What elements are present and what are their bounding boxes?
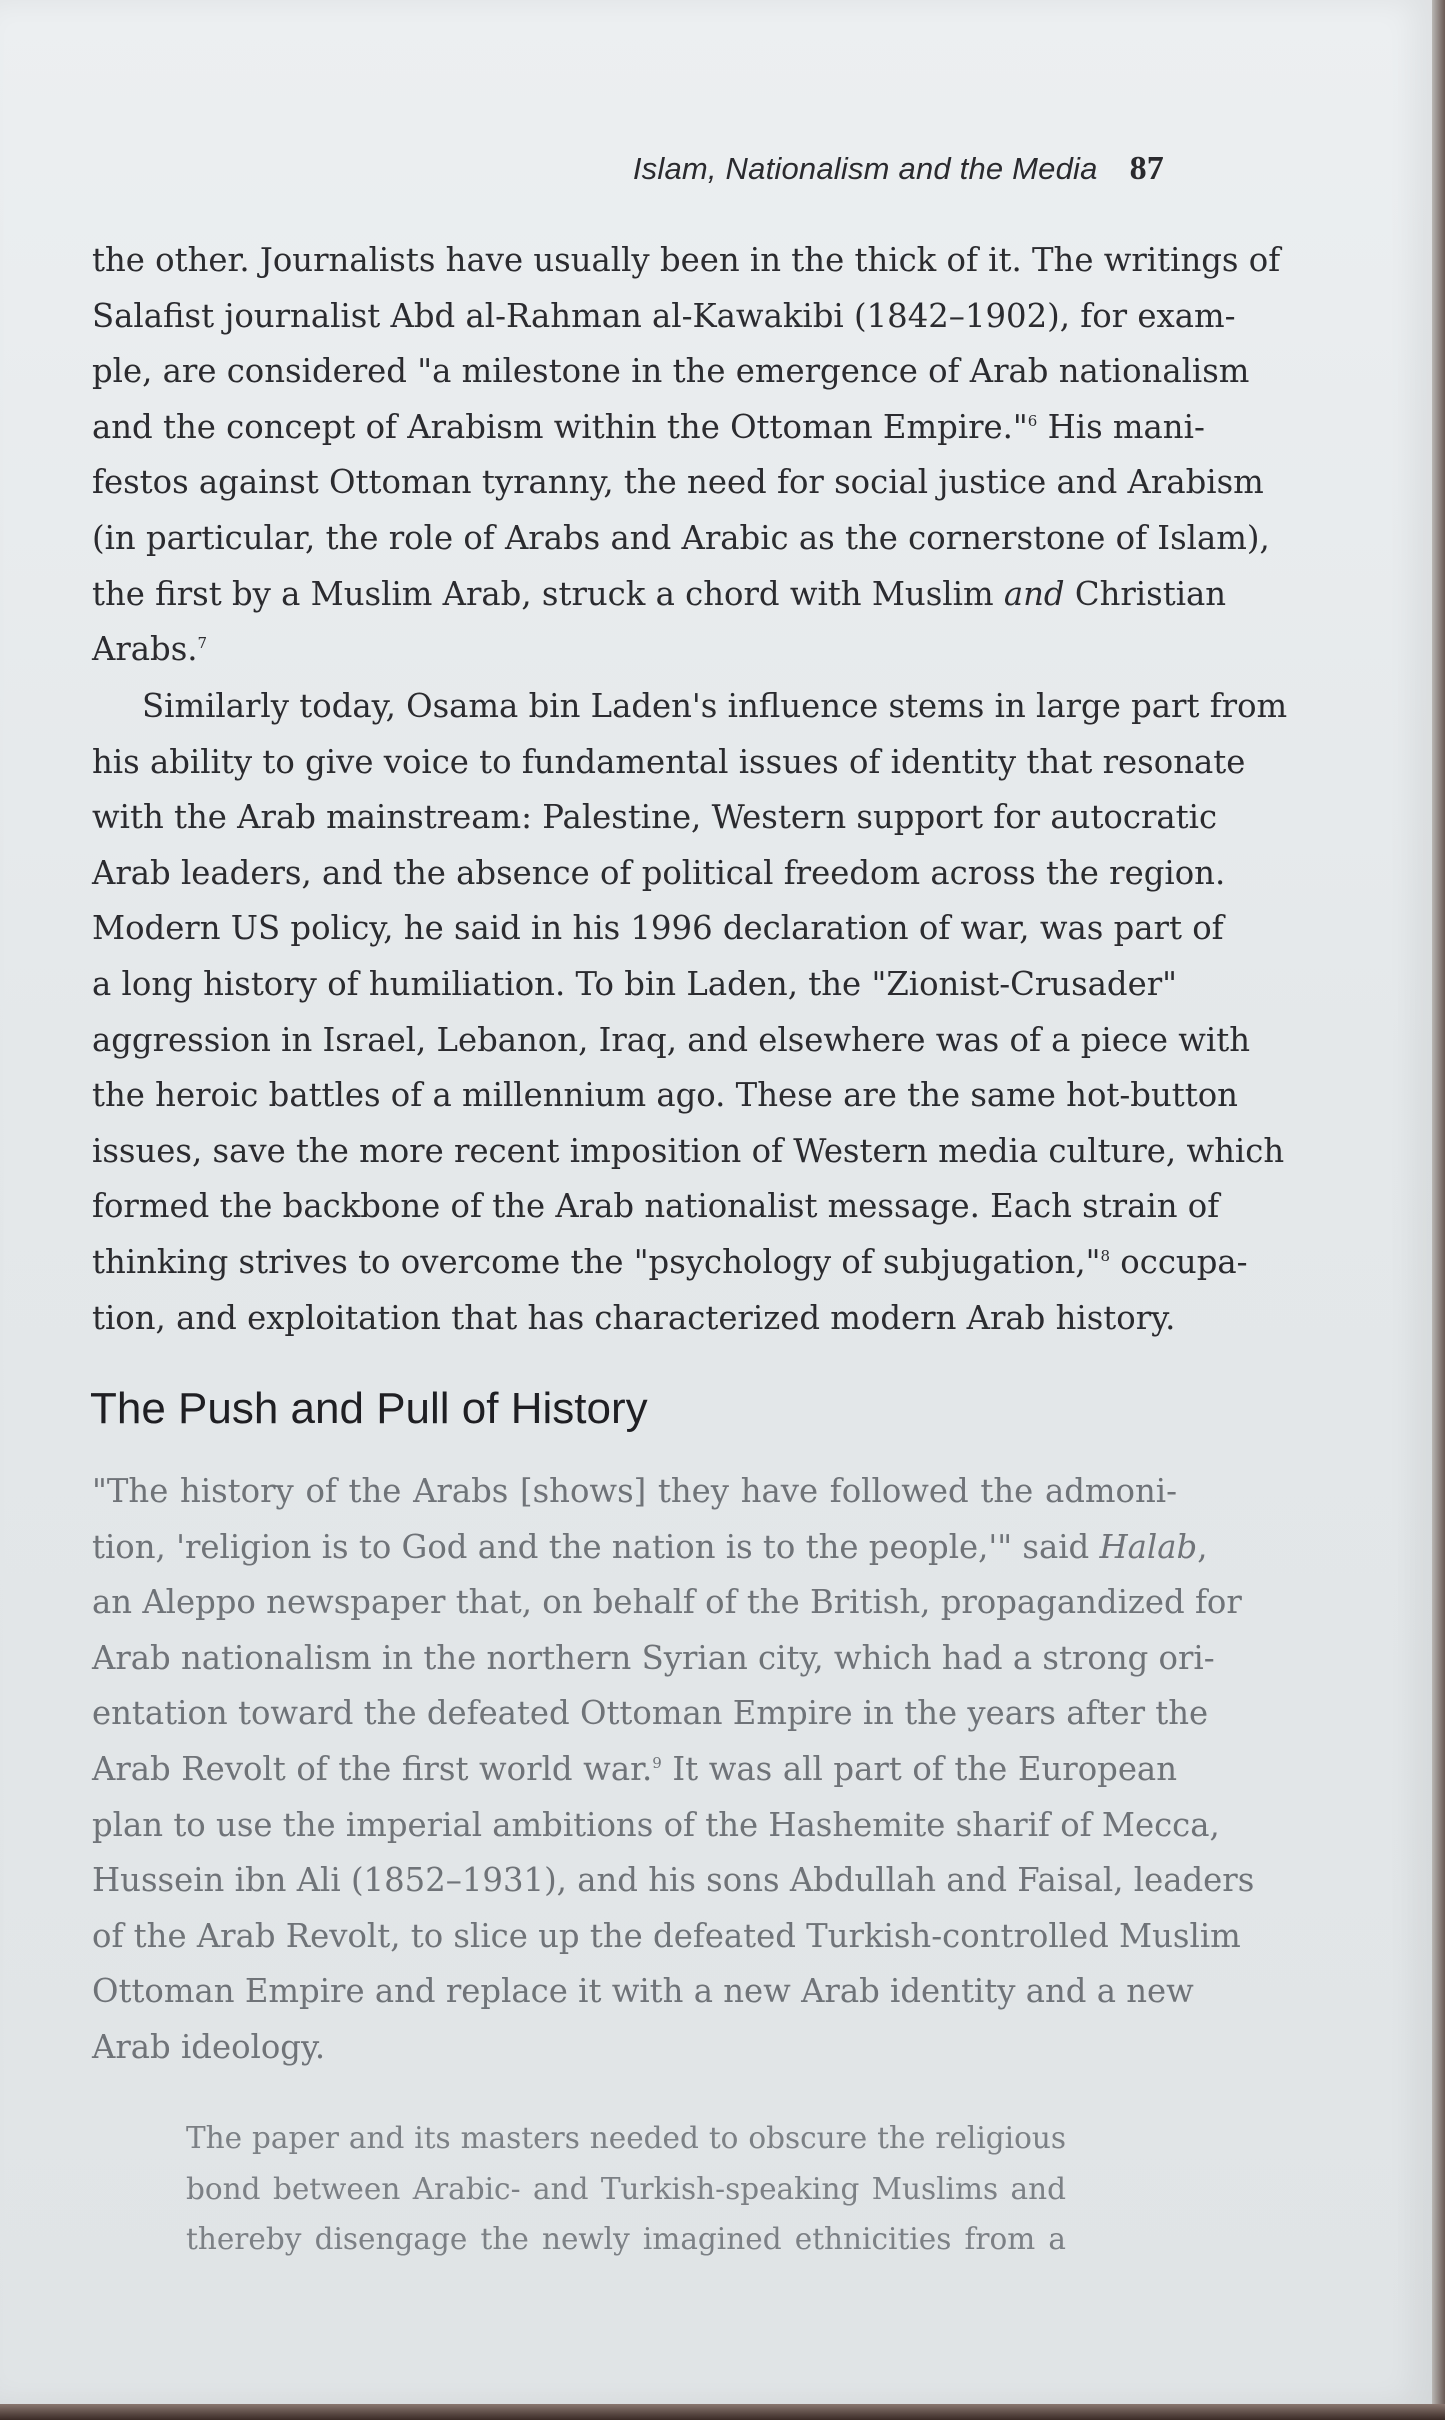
text-line: issues, save the more recent imposition of Western media culture, which: [92, 1131, 1285, 1170]
page-number: 87: [1129, 150, 1164, 187]
block-quote: [186, 2113, 1066, 2265]
text-line: Ottoman Empire and replace it with a new Arab identity and a new: [92, 1972, 1194, 2011]
text-segment: His mani-: [1037, 407, 1205, 446]
text-line: festos against Ottoman tyranny, the need for social justice and Arabism: [92, 463, 1264, 502]
text-line: aggression in Israel, Lebanon, Iraq, and elsewhere was of a piece with: [92, 1020, 1251, 1059]
text-line: of the Arab Revolt, to slice up the defeated Turkish-controlled Muslim: [92, 1916, 1241, 1955]
text-line: a long history of humiliation. To bin Laden, the "Zionist-Crusader": [92, 964, 1177, 1003]
paragraph-1: [92, 233, 1281, 678]
text-segment: the first by a Muslim Arab, struck a chord with Muslim: [92, 574, 1004, 613]
footnote-ref: 8: [1100, 1246, 1111, 1265]
footnote-ref: 6: [1027, 411, 1038, 430]
text-line: (in particular, the role of Arabs and Arabic as the cornerstone of Islam),: [92, 518, 1270, 557]
text-line: entation toward the defeated Ottoman Empire in the years after the: [92, 1694, 1209, 1733]
text-line: [92, 1235, 1248, 1291]
text-segment: Christian: [1064, 574, 1227, 613]
footnote-ref: 9: [652, 1753, 662, 1772]
newspaper-name: Halab: [1099, 1527, 1198, 1566]
text-line: [92, 1520, 1208, 1576]
text-line: formed the backbone of the Arab nationalist message. Each strain of: [92, 1187, 1220, 1226]
text-line: an Aleppo newspaper that, on behalf of the British, propagandized for: [92, 1583, 1242, 1622]
text-line: ple, are considered "a milestone in the emergence of Arab nationalism: [92, 352, 1250, 391]
text-line: Similarly today, Osama bin Laden's influence stems in large part from: [142, 687, 1288, 725]
text-segment: ,: [1197, 1527, 1208, 1566]
text-segment: Arabs.: [92, 630, 198, 669]
text-segment: thinking strives to overcome the "psychology of subjugation,": [92, 1242, 1101, 1281]
text-line: Hussein ibn Ali (1852–1931), and his sons Abdullah and Faisal, leaders: [92, 1861, 1255, 1900]
text-line: his ability to give voice to fundamental issues of identity that resonate: [92, 742, 1246, 781]
text-line: plan to use the imperial ambitions of the Hashemite sharif of Mecca,: [92, 1805, 1220, 1844]
text-segment: occupa-: [1110, 1242, 1248, 1281]
paragraph-3: [92, 1464, 1255, 2076]
text-line: the other. Journalists have usually been in the thick of it. The writings of: [92, 241, 1281, 279]
text-line: [92, 622, 1177, 678]
text-line: [92, 400, 1205, 456]
quote-line: bond between Arabic- and Turkish-speaking Muslims and: [186, 2171, 1066, 2206]
text-line: Modern US policy, he said in his 1996 declaration of war, was part of: [92, 909, 1224, 948]
text-line: tion, and exploitation that has characterized modern Arab history.: [92, 1298, 1176, 1337]
footnote-ref: 7: [197, 634, 208, 653]
running-head: [633, 150, 1164, 188]
text-line: the heroic battles of a millennium ago. These are the same hot-button: [92, 1076, 1238, 1115]
text-line: [92, 1742, 1177, 1798]
quote-line: The paper and its masters needed to obscure the religious: [186, 2121, 1066, 2155]
text-line: Salafist journalist Abd al-Rahman al-Kawakibi (1842–1902), for exam-: [92, 296, 1236, 335]
quote-line: thereby disengage the newly imagined ethnicities from a: [186, 2222, 1066, 2256]
running-title: Islam, Nationalism and the Media: [632, 151, 1098, 186]
text-line: Arab nationalism in the northern Syrian city, which had a strong ori-: [92, 1638, 1215, 1677]
text-segment: Arab Revolt of the first world war.: [92, 1749, 653, 1788]
paragraph-2: [92, 679, 1288, 1346]
section-heading: The Push and Pull of History: [90, 1384, 648, 1433]
text-line: Arab ideology.: [92, 2027, 326, 2066]
text-line: with the Arab mainstream: Palestine, Western support for autocratic: [92, 798, 1218, 837]
text-line: Arab leaders, and the absence of political freedom across the region.: [92, 853, 1226, 892]
emphasis: and: [1003, 574, 1065, 613]
text-segment: tion, 'religion is to God and the nation is to the people,'" said: [92, 1527, 1100, 1566]
page-bottom-edge: [0, 2404, 1445, 2420]
page-edge: [1432, 0, 1445, 2420]
text-line: [92, 567, 1227, 623]
text-segment: It was all part of the European: [661, 1749, 1177, 1788]
text-segment: and the concept of Arabism within the Ottoman Empire.": [92, 407, 1028, 446]
text-line: "The history of the Arabs [shows] they have followed the admoni-: [92, 1472, 1177, 1510]
